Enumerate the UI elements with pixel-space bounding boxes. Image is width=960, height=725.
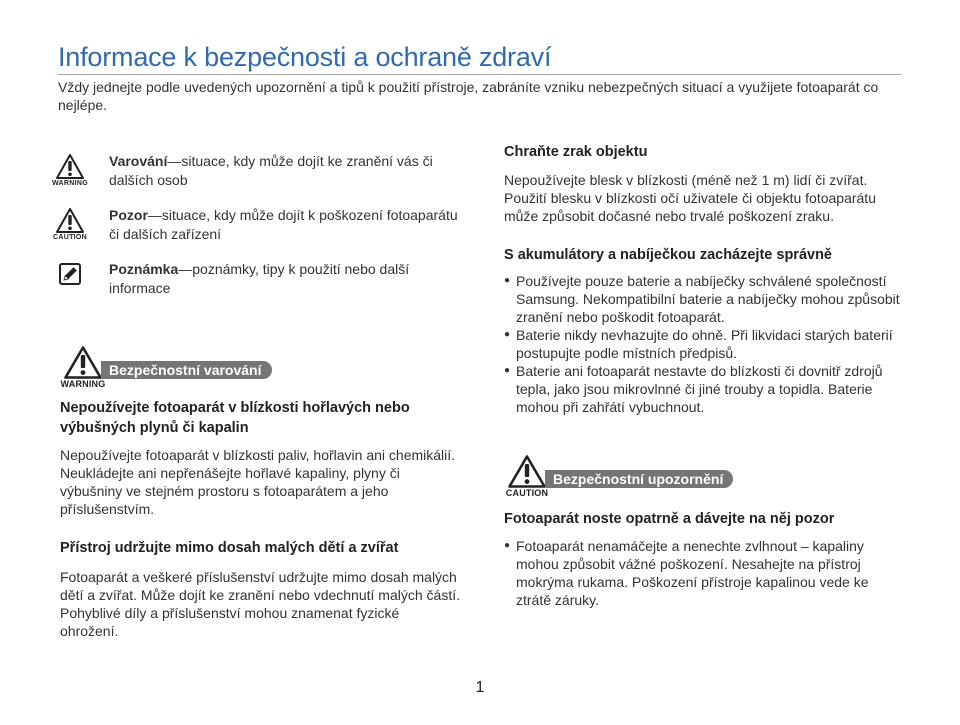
section-text: Fotoaparát a veškeré příslušenství udržujte mimo dosah malých dětí a zvířat. Může dojít ke zranění nebo vdechnutí malých částí. Pohyblivé díly a příslušenství mohou znamenat fyzické ohrožení. <box>60 569 460 639</box>
legend-desc: —situace, kdy může dojít k poškození fotoaparátu či dalších zařízení <box>109 207 458 242</box>
section-heading: Nepoužívejte fotoaparát v blízkosti hořlavých nebo výbušných plynů či kapalin <box>60 400 410 436</box>
legend-text <box>109 260 469 298</box>
legend-desc: —poznámky, tipy k použití nebo další informace <box>109 261 410 296</box>
legend-term: Poznámka <box>109 261 179 277</box>
section-heading: Fotoaparát noste opatrně a dávejte na něj pozor <box>504 511 835 527</box>
note-pencil-icon <box>50 262 90 286</box>
legend-text <box>109 206 469 244</box>
list-item: ● Baterie ani fotoaparát nestavte do blízkosti či dovnitř zdrojů tepla, jako jsou mikrovlnné či jiné trouby a topidla. Baterie mohou při zahřátí vybuchnout. <box>504 362 904 416</box>
legend-term: Varování <box>109 153 168 169</box>
list-item: ● Baterie nikdy nevhazujte do ohně. Při likvidaci starých baterií postupujte podle místních předpisů. <box>504 326 904 362</box>
list-item: ● Fotoaparát nenamáčejte a nenechte zvlhnout – kapaliny mohou způsobit vážné poškození. Nesahejte na přístroj mokrýma rukama. Poškození přístroje kapalinou vede ke ztrátě záruky. <box>504 537 904 609</box>
icon-caption: WARNING <box>52 180 88 187</box>
safety-warning-banner <box>58 346 298 398</box>
legend-desc: —situace, kdy může dojít ke zranění vás či dalších osob <box>109 153 433 188</box>
banner-label: Bezpečnostní upozornění <box>545 470 733 488</box>
section-text: Nepoužívejte blesk v blízkosti (méně než 1 m) lidí či zvířat. Použití blesku v blízkosti očí uživatele či objektu fotoaparátu může způsobit dočasné nebo trvalé poškození zraku. <box>504 172 876 224</box>
icon-caption: CAUTION <box>505 488 549 498</box>
caution-triangle-icon <box>50 208 90 242</box>
legend-text <box>109 152 469 190</box>
legend-item-warning <box>50 152 450 197</box>
section-heading: S akumulátory a nabíječkou zacházejte správně <box>504 247 832 263</box>
list-item: ● Používejte pouze baterie a nabíječky schválené společností Samsung. Nekompatibilní baterie a nabíječky mohou způsobit zranění nebo poškodit fotoaparát. <box>504 272 904 326</box>
title-divider <box>58 74 901 75</box>
intro-text: Vždy jednejte podle uvedených upozornění a tipů k použití přístroje, zabráníte vzniku nebezpečných situací a využijete fotoaparát co nejlépe. <box>58 79 879 113</box>
care-bullet-list <box>504 537 904 609</box>
section-heading: Chraňte zrak objektu <box>504 144 648 160</box>
section-text: Nepoužívejte fotoaparát v blízkosti paliv, hořlavin ani chemikálií. Neukládejte ani nepřenášejte hořlavé kapaliny, plyny či výbušniny ve stejném prostoru s fotoaparátem a jeho příslušenstvím. <box>60 447 456 517</box>
icon-caption: CAUTION <box>53 234 87 241</box>
warning-triangle-icon <box>50 154 90 188</box>
legend-item-caution <box>50 206 458 251</box>
icon-caption: WARNING <box>60 379 106 389</box>
section-heading: Přístroj udržujte mimo dosah malých dětí a zvířat <box>60 540 399 556</box>
battery-bullet-list <box>504 272 904 416</box>
legend-term: Pozor <box>109 207 148 223</box>
banner-label: Bezpečnostní varování <box>101 361 272 379</box>
page-title: Informace k bezpečnosti a ochraně zdraví <box>58 42 552 72</box>
legend-item-note <box>50 260 450 305</box>
safety-caution-banner <box>502 455 742 507</box>
page-number: 1 <box>475 679 485 696</box>
